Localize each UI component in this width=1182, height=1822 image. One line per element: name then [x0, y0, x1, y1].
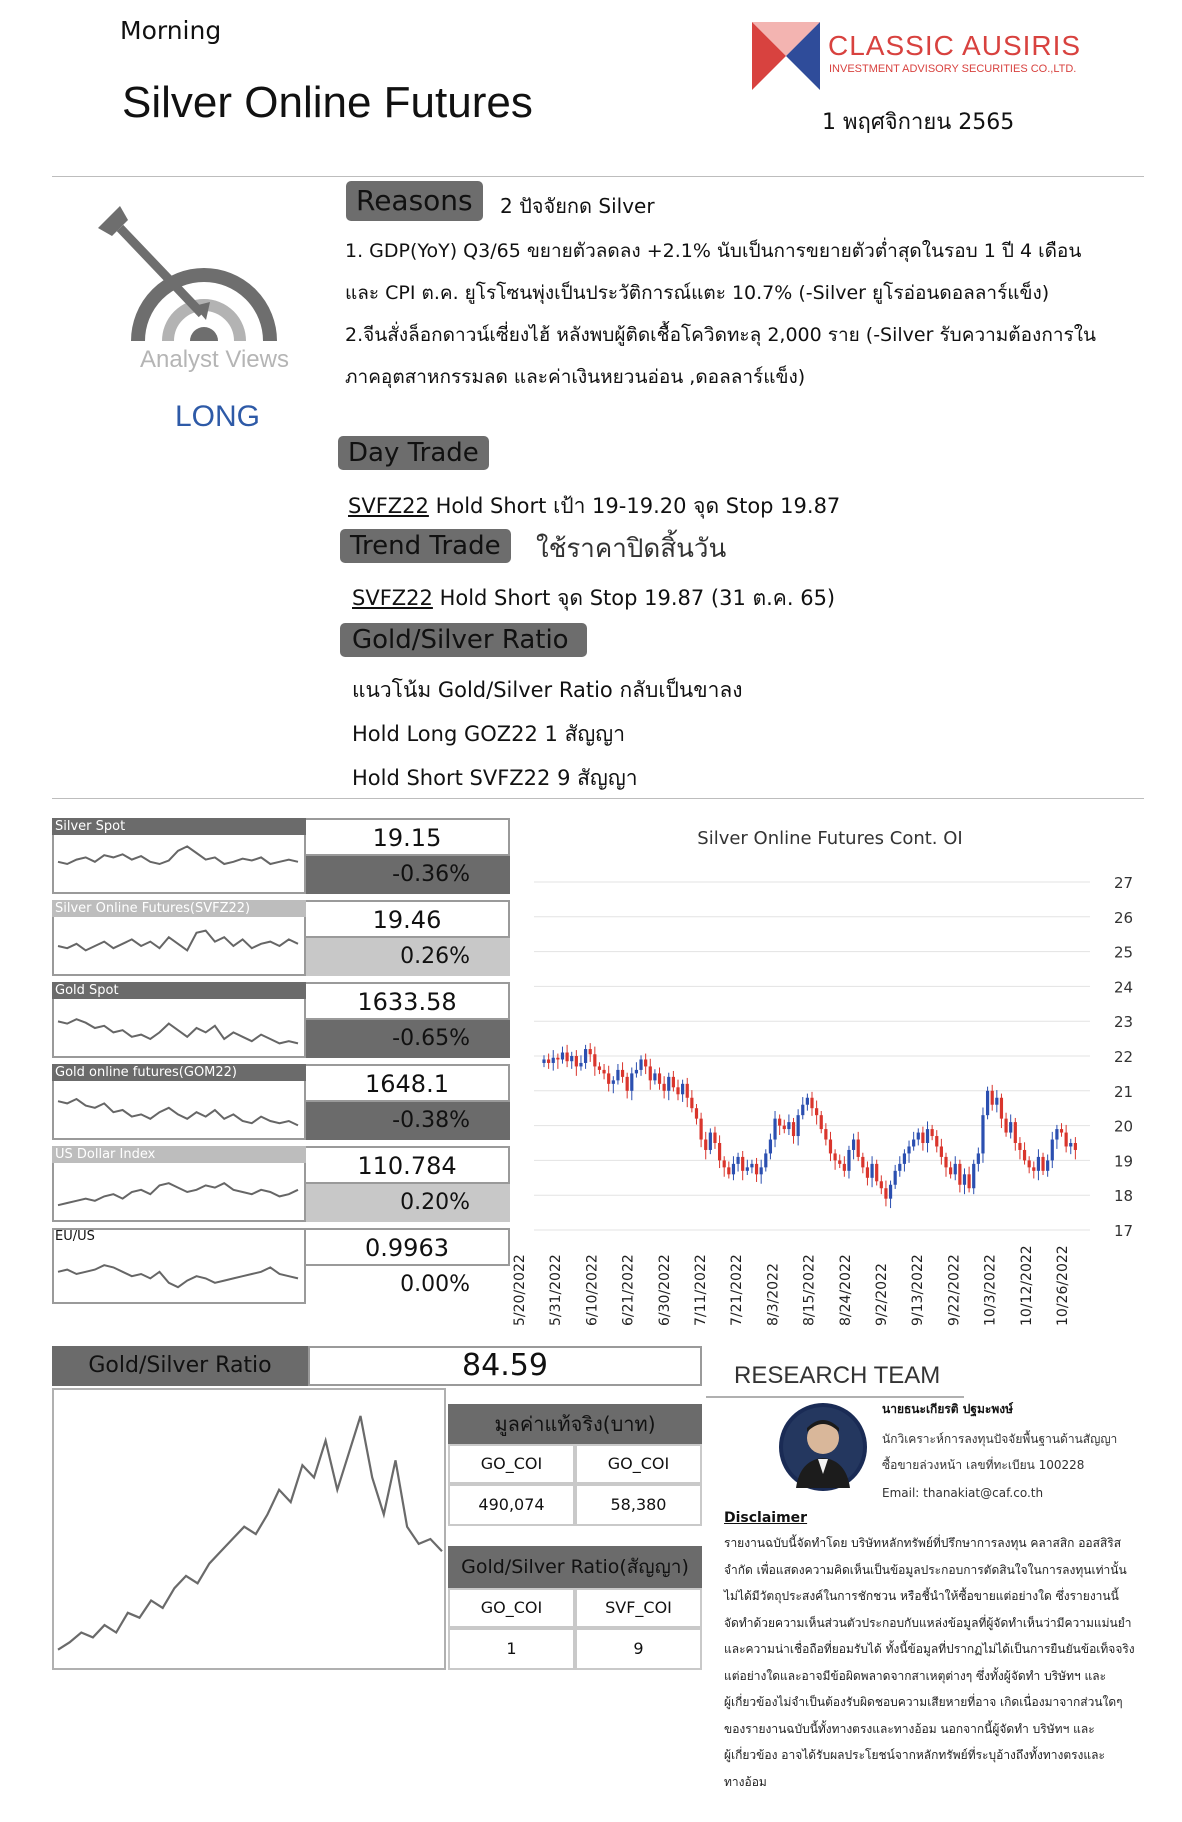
candle-body: [607, 1073, 610, 1083]
candle-body: [903, 1153, 906, 1163]
sparkline-path: [58, 931, 298, 951]
candle-body: [639, 1059, 642, 1069]
x-tick-label: 7/11/2022: [693, 1254, 709, 1326]
candle-body: [884, 1188, 887, 1198]
candle-body: [626, 1077, 629, 1091]
y-tick-label: 17: [1114, 1222, 1134, 1240]
candle-body: [954, 1164, 957, 1174]
x-tick-label: 9/2/2022: [874, 1263, 890, 1326]
market-name: Gold online futures(GOM22): [52, 1064, 306, 1081]
candle-body: [644, 1059, 647, 1066]
candle-body: [797, 1115, 800, 1136]
candle-body: [681, 1084, 684, 1094]
oi-chart: [510, 812, 1144, 1332]
candle-body: [672, 1077, 675, 1087]
candle-body: [1028, 1160, 1031, 1167]
candle-body: [810, 1098, 813, 1108]
candle-body: [769, 1140, 772, 1154]
candle-body: [667, 1077, 670, 1091]
candle-body: [917, 1133, 920, 1140]
candle-body: [773, 1119, 776, 1140]
market-row: [52, 1146, 510, 1222]
candle-body: [991, 1091, 994, 1105]
candle-body: [764, 1153, 767, 1167]
x-tick-label: 10/12/2022: [1018, 1245, 1035, 1326]
disclaimer-line: จัดทำด้วยความเห็นส่วนตัวประกอบกับแหล่งข้อมูลที่ผู้จัดทำเห็นว่ามีความแม่นยำ: [724, 1615, 1132, 1630]
market-value: 1633.58: [306, 982, 510, 1020]
analyst-license: ซื้อขายล่วงหน้า เลขที่ทะเบียน 100228: [882, 1458, 1085, 1472]
ratio-sparkline-path: [58, 1416, 442, 1650]
analyst-view-long: LONG: [175, 400, 261, 433]
ratio-contracts-cell: 1: [448, 1628, 575, 1670]
ratio-contracts-header: GO_COI: [448, 1588, 575, 1628]
ratio-line: แนวโน้ม Gold/Silver Ratio กลับเป็นขาลง: [352, 678, 743, 702]
candle-body: [995, 1098, 998, 1105]
research-team-title: RESEARCH TEAM: [734, 1362, 941, 1389]
disclaimer-title: Disclaimer: [724, 1510, 808, 1526]
candle-body: [1032, 1167, 1035, 1170]
day-trade-tag: Day Trade: [338, 436, 489, 470]
day-trade-symbol: SVFZ22: [348, 494, 429, 518]
candle-body: [575, 1056, 578, 1066]
candle-body: [709, 1133, 712, 1150]
x-tick-label: 8/15/2022: [801, 1254, 818, 1326]
ratio-contracts-header: SVF_COI: [575, 1588, 702, 1628]
y-tick-label: 20: [1114, 1117, 1134, 1136]
divider: [52, 176, 1144, 177]
candle-body: [718, 1143, 721, 1160]
ratio-card-label: Gold/Silver Ratio: [52, 1346, 308, 1386]
candle-body: [741, 1157, 744, 1171]
candle-body: [981, 1115, 984, 1153]
candle-body: [944, 1157, 947, 1167]
market-change: 0.26%: [306, 938, 510, 976]
candle-body: [870, 1164, 873, 1178]
candle-body: [746, 1167, 749, 1170]
disclaimer-line: ของรายงานฉบับนี้ทั้งทางตรงและทางอ้อม นอกจากนี้ผู้จัดทำ บริษัทฯ และ: [724, 1721, 1095, 1736]
market-value: 0.9963: [306, 1228, 510, 1266]
candle-body: [1009, 1122, 1012, 1132]
candle-body: [792, 1122, 795, 1136]
candle-body: [621, 1070, 624, 1077]
sparkline-path: [58, 846, 298, 864]
company-subtitle: INVESTMENT ADVISORY SECURITIES CO.,LTD.: [829, 63, 1077, 75]
candle-body: [579, 1063, 582, 1066]
candle-body: [801, 1105, 804, 1115]
candle-body: [676, 1087, 679, 1094]
candle-body: [1069, 1143, 1072, 1146]
candle-body: [663, 1084, 666, 1091]
trend-trade-text: Hold Short จุด Stop 19.87 (31 ต.ค. 65): [432, 586, 836, 610]
candle-body: [1060, 1129, 1063, 1132]
market-row: [52, 1228, 510, 1304]
candle-body: [898, 1164, 901, 1171]
y-tick-label: 18: [1114, 1187, 1134, 1206]
candle-body: [616, 1070, 619, 1080]
candle-body: [940, 1146, 943, 1156]
ratio-contracts-table: [448, 1546, 702, 1670]
disclaimer-line: แต่อย่างใดและอาจมีข้อผิดพลาดจากสาเหตุต่างๆ ซึ่งทั้งผู้จัดทำ บริษัทฯ และ: [724, 1668, 1107, 1683]
x-tick-label: 10/26/2022: [1055, 1245, 1071, 1326]
ratio-card-header: [52, 1346, 702, 1386]
candle-body: [602, 1070, 605, 1073]
candle-body: [1023, 1150, 1026, 1160]
market-name: EU/US: [55, 1229, 95, 1244]
disclaimer-line: รายงานฉบับนี้จัดทำโดย บริษัทหลักทรัพย์ที่ปรึกษาการลงทุน คลาสสิก ออสสิริส: [724, 1536, 1122, 1550]
candle-body: [630, 1073, 633, 1090]
sparkline-path: [58, 1099, 298, 1125]
candle-body: [815, 1108, 818, 1115]
market-change: 0.20%: [306, 1184, 510, 1222]
candle-body: [547, 1059, 550, 1062]
disclaimer-line: และความน่าเชื่อถือที่ยอมรับได้ ทั้งนี้ข้อมูลที่ปรากฏไม่ได้เป็นการยืนยันข้อเท็จจริง: [724, 1642, 1135, 1656]
candle-body: [847, 1150, 850, 1171]
candle-body: [653, 1073, 656, 1080]
candle-body: [593, 1054, 596, 1066]
y-tick-label: 22: [1114, 1048, 1134, 1066]
candle-body: [977, 1153, 980, 1163]
reasons-text: [345, 230, 1145, 398]
candle-body: [704, 1140, 707, 1150]
market-row: [52, 1064, 510, 1140]
x-tick-label: 9/22/2022: [946, 1254, 963, 1326]
candle-body: [732, 1164, 735, 1174]
market-value: 1648.1: [306, 1064, 510, 1102]
candle-body: [542, 1059, 545, 1062]
candle-body: [1065, 1133, 1068, 1147]
candle-body: [566, 1053, 569, 1062]
x-tick-label: 6/30/2022: [656, 1254, 673, 1326]
ratio-text: [352, 668, 743, 800]
candle-body: [760, 1167, 763, 1174]
candle-body: [824, 1129, 827, 1139]
y-tick-label: 27: [1114, 874, 1134, 892]
reasons-tag: Reasons: [346, 181, 483, 221]
y-tick-label: 21: [1114, 1082, 1134, 1101]
candle-body: [931, 1129, 934, 1136]
analyst-name: นายธนะเกียรติ ปฐมะพงษ์: [882, 1402, 1014, 1416]
candle-body: [561, 1053, 564, 1060]
reason-line: 2.จีนสั่งล็อกดาวน์เซี่ยงไฮ้ หลังพบผู้ติดเชื้อโควิดทะลุ 2,000 ราย (-Silver รับความต้องการใน: [345, 324, 1096, 346]
market-change: 0.00%: [400, 1272, 470, 1297]
company-name: CLASSIC AUSIRIS: [828, 30, 1082, 61]
candle-body: [866, 1167, 869, 1177]
market-value: 19.46: [306, 900, 510, 938]
y-tick-label: 26: [1114, 908, 1134, 927]
candle-body: [649, 1066, 652, 1080]
ratio-line: Hold Long GOZ22 1 สัญญา: [352, 722, 625, 746]
x-tick-label: 5/31/2022: [548, 1254, 565, 1326]
day-trade-text: Hold Short เป้า 19-19.20 จุด Stop 19.87: [428, 494, 841, 518]
candle-body: [556, 1058, 559, 1060]
ratio-sparkline: [52, 1388, 446, 1670]
analyst-views-label: Analyst Views: [140, 346, 289, 373]
ratio-tag: Gold/Silver Ratio: [340, 623, 587, 657]
candle-body: [857, 1140, 860, 1157]
candle-body: [1000, 1098, 1003, 1119]
candle-body: [612, 1080, 615, 1083]
candle-body: [778, 1119, 781, 1126]
candle-body: [963, 1174, 966, 1184]
candle-body: [972, 1164, 975, 1188]
y-tick-label: 24: [1114, 978, 1134, 997]
candle-body: [875, 1164, 878, 1181]
disclaimer-line: ทางอ้อม: [724, 1774, 767, 1789]
analyst-email: Email: thanakiat@caf.co.th: [882, 1486, 1044, 1500]
candle-body: [658, 1073, 661, 1083]
reasons-subtitle: 2 ปัจจัยกด Silver: [500, 194, 655, 218]
trend-trade-symbol: SVFZ22: [352, 586, 433, 610]
market-change: -0.38%: [306, 1102, 510, 1140]
y-tick-label: 19: [1114, 1152, 1134, 1171]
reason-line: และ CPI ต.ค. ยูโรโซนพุ่งเป็นประวัติการณ์แตะ 10.7% (-Silver ยูโรอ่อนดอลลาร์แข็ง): [345, 282, 1050, 304]
market-row: [52, 982, 510, 1058]
candle-body: [861, 1157, 864, 1167]
real-value-header: GO_COI: [575, 1444, 702, 1484]
market-name: Silver Spot: [52, 818, 306, 835]
y-tick-label: 23: [1114, 1013, 1134, 1032]
candle-body: [589, 1049, 592, 1054]
disclaimer-line: จำกัด เพื่อแสดงความคิดเห็นเป็นข้อมูลประกอบการตัดสินใจในการลงทุนเท่านั้น: [724, 1562, 1127, 1577]
candle-body: [598, 1066, 601, 1069]
market-value: 110.784: [306, 1146, 510, 1184]
reason-line: ภาคอุตสาหกรรมลด และค่าเงินหยวนอ่อน ,ดอลลาร์แข็ง): [345, 366, 806, 388]
candle-body: [926, 1129, 929, 1143]
candle-body: [907, 1146, 910, 1153]
market-row: [52, 900, 510, 976]
market-name: Gold Spot: [52, 982, 306, 999]
disclaimer-line: ผู้เกี่ยวข้อง อาจได้รับผลประโยชน์จากหลักทรัพย์ที่ระบุอ้างถึงทั้งทางตรงและ: [724, 1748, 1105, 1762]
candle-body: [686, 1084, 689, 1098]
candle-body: [635, 1070, 638, 1073]
candle-body: [1051, 1140, 1054, 1161]
real-value-title: มูลค่าแท้จริง(บาท): [448, 1404, 702, 1444]
candle-body: [584, 1049, 587, 1063]
analyst-role: นักวิเคราะห์การลงทุนปัจจัยพื้นฐานด้านสัญญา: [882, 1432, 1118, 1446]
market-row: [52, 818, 510, 894]
candle-body: [852, 1140, 855, 1150]
candle-body: [921, 1133, 924, 1143]
candle-body: [1055, 1129, 1058, 1139]
x-tick-label: 6/21/2022: [620, 1254, 637, 1326]
candlestick-chart: [510, 812, 1144, 1332]
candle-body: [570, 1056, 573, 1061]
sparkline-path: [58, 1265, 298, 1287]
target-arrow-icon: [98, 206, 310, 341]
company-logo-icon: [752, 22, 820, 90]
candle-body: [880, 1181, 883, 1188]
candle-body: [713, 1133, 716, 1143]
candle-body: [695, 1108, 698, 1118]
trend-trade-line: [352, 582, 835, 615]
avatar: [778, 1402, 868, 1492]
market-value: 19.15: [306, 818, 510, 856]
real-value-cell: 490,074: [448, 1484, 575, 1526]
candle-body: [1074, 1143, 1077, 1150]
y-tick-label: 25: [1114, 943, 1134, 962]
x-tick-label: 10/3/2022: [982, 1254, 999, 1326]
x-tick-label: 5/20/2022: [512, 1254, 528, 1326]
candle-body: [727, 1167, 730, 1174]
trend-trade-note: ใช้ราคาปิดสิ้นวัน: [536, 534, 727, 564]
x-tick-label: 8/3/2022: [765, 1263, 782, 1326]
candle-body: [958, 1164, 961, 1185]
real-value-table: [448, 1404, 702, 1526]
candle-body: [1004, 1119, 1007, 1133]
candle-body: [736, 1157, 739, 1164]
edition-label: Morning: [120, 16, 222, 45]
real-value-header: GO_COI: [448, 1444, 575, 1484]
sparkline-path: [58, 1019, 298, 1043]
disclaimer-line: ผู้เกี่ยวข้องไม่จำเป็นต้องรับผิดชอบความเสียหายที่อาจ เกิดเนื่องมาจากส่วนใดๆ: [724, 1695, 1123, 1709]
candle-body: [552, 1058, 555, 1063]
disclaimer-line: ไม่ได้มีวัตถุประสงค์ในการชักชวน หรือชี้นำให้ซื้อขายแต่อย่างใด ซึ่งรายงานนี้: [724, 1589, 1119, 1603]
ratio-card-value: 84.59: [308, 1346, 702, 1386]
candle-body: [894, 1171, 897, 1185]
candle-body: [1041, 1157, 1044, 1171]
chart-title: Silver Online Futures Cont. OI: [697, 828, 963, 849]
candle-body: [1046, 1160, 1049, 1170]
divider: [706, 1396, 964, 1398]
market-change: -0.65%: [306, 1020, 510, 1058]
market-name: US Dollar Index: [52, 1146, 306, 1163]
report-date: 1 พฤศจิกายน 2565: [822, 110, 1015, 135]
trend-trade-tag: Trend Trade: [340, 529, 511, 563]
candle-body: [834, 1153, 837, 1160]
real-value-cell: 58,380: [575, 1484, 702, 1526]
market-change: -0.36%: [306, 856, 510, 894]
candle-body: [912, 1140, 915, 1147]
disclaimer-text: [724, 1530, 1144, 1795]
candle-body: [783, 1126, 786, 1129]
ratio-contracts-title: Gold/Silver Ratio(สัญญา): [448, 1546, 702, 1588]
ratio-contracts-cell: 9: [575, 1628, 702, 1670]
candle-body: [1037, 1157, 1040, 1171]
candle-body: [750, 1164, 753, 1167]
candle-body: [986, 1091, 989, 1115]
candle-body: [787, 1122, 790, 1129]
candle-body: [949, 1167, 952, 1174]
candle-body: [690, 1098, 693, 1108]
market-name: Silver Online Futures(SVFZ22): [52, 900, 306, 917]
candle-body: [1018, 1143, 1021, 1150]
candle-body: [723, 1160, 726, 1167]
divider: [52, 798, 1144, 799]
x-tick-label: 9/13/2022: [910, 1254, 927, 1326]
x-tick-label: 7/21/2022: [729, 1254, 746, 1326]
candle-body: [838, 1160, 841, 1163]
candle-body: [843, 1164, 846, 1171]
page-title: Silver Online Futures: [122, 78, 533, 127]
reason-line: 1. GDP(YoY) Q3/65 ขยายตัวลดลง +2.1% นับเป็นการขยายตัวต่ำสุดในรอบ 1 ปี 4 เดือน: [345, 240, 1082, 262]
candle-body: [806, 1098, 809, 1105]
ratio-line: Hold Short SVFZ22 9 สัญญา: [352, 766, 638, 790]
candle-body: [700, 1119, 703, 1140]
x-tick-label: 8/24/2022: [837, 1254, 854, 1326]
candle-body: [755, 1164, 758, 1174]
candle-body: [829, 1140, 832, 1154]
sparkline-path: [58, 1183, 298, 1205]
candle-body: [935, 1136, 938, 1146]
candle-body: [889, 1185, 892, 1199]
day-trade-line: [348, 490, 840, 523]
x-tick-label: 6/10/2022: [584, 1254, 601, 1326]
candle-body: [1014, 1122, 1017, 1143]
candle-body: [820, 1115, 823, 1129]
candle-body: [968, 1174, 971, 1188]
